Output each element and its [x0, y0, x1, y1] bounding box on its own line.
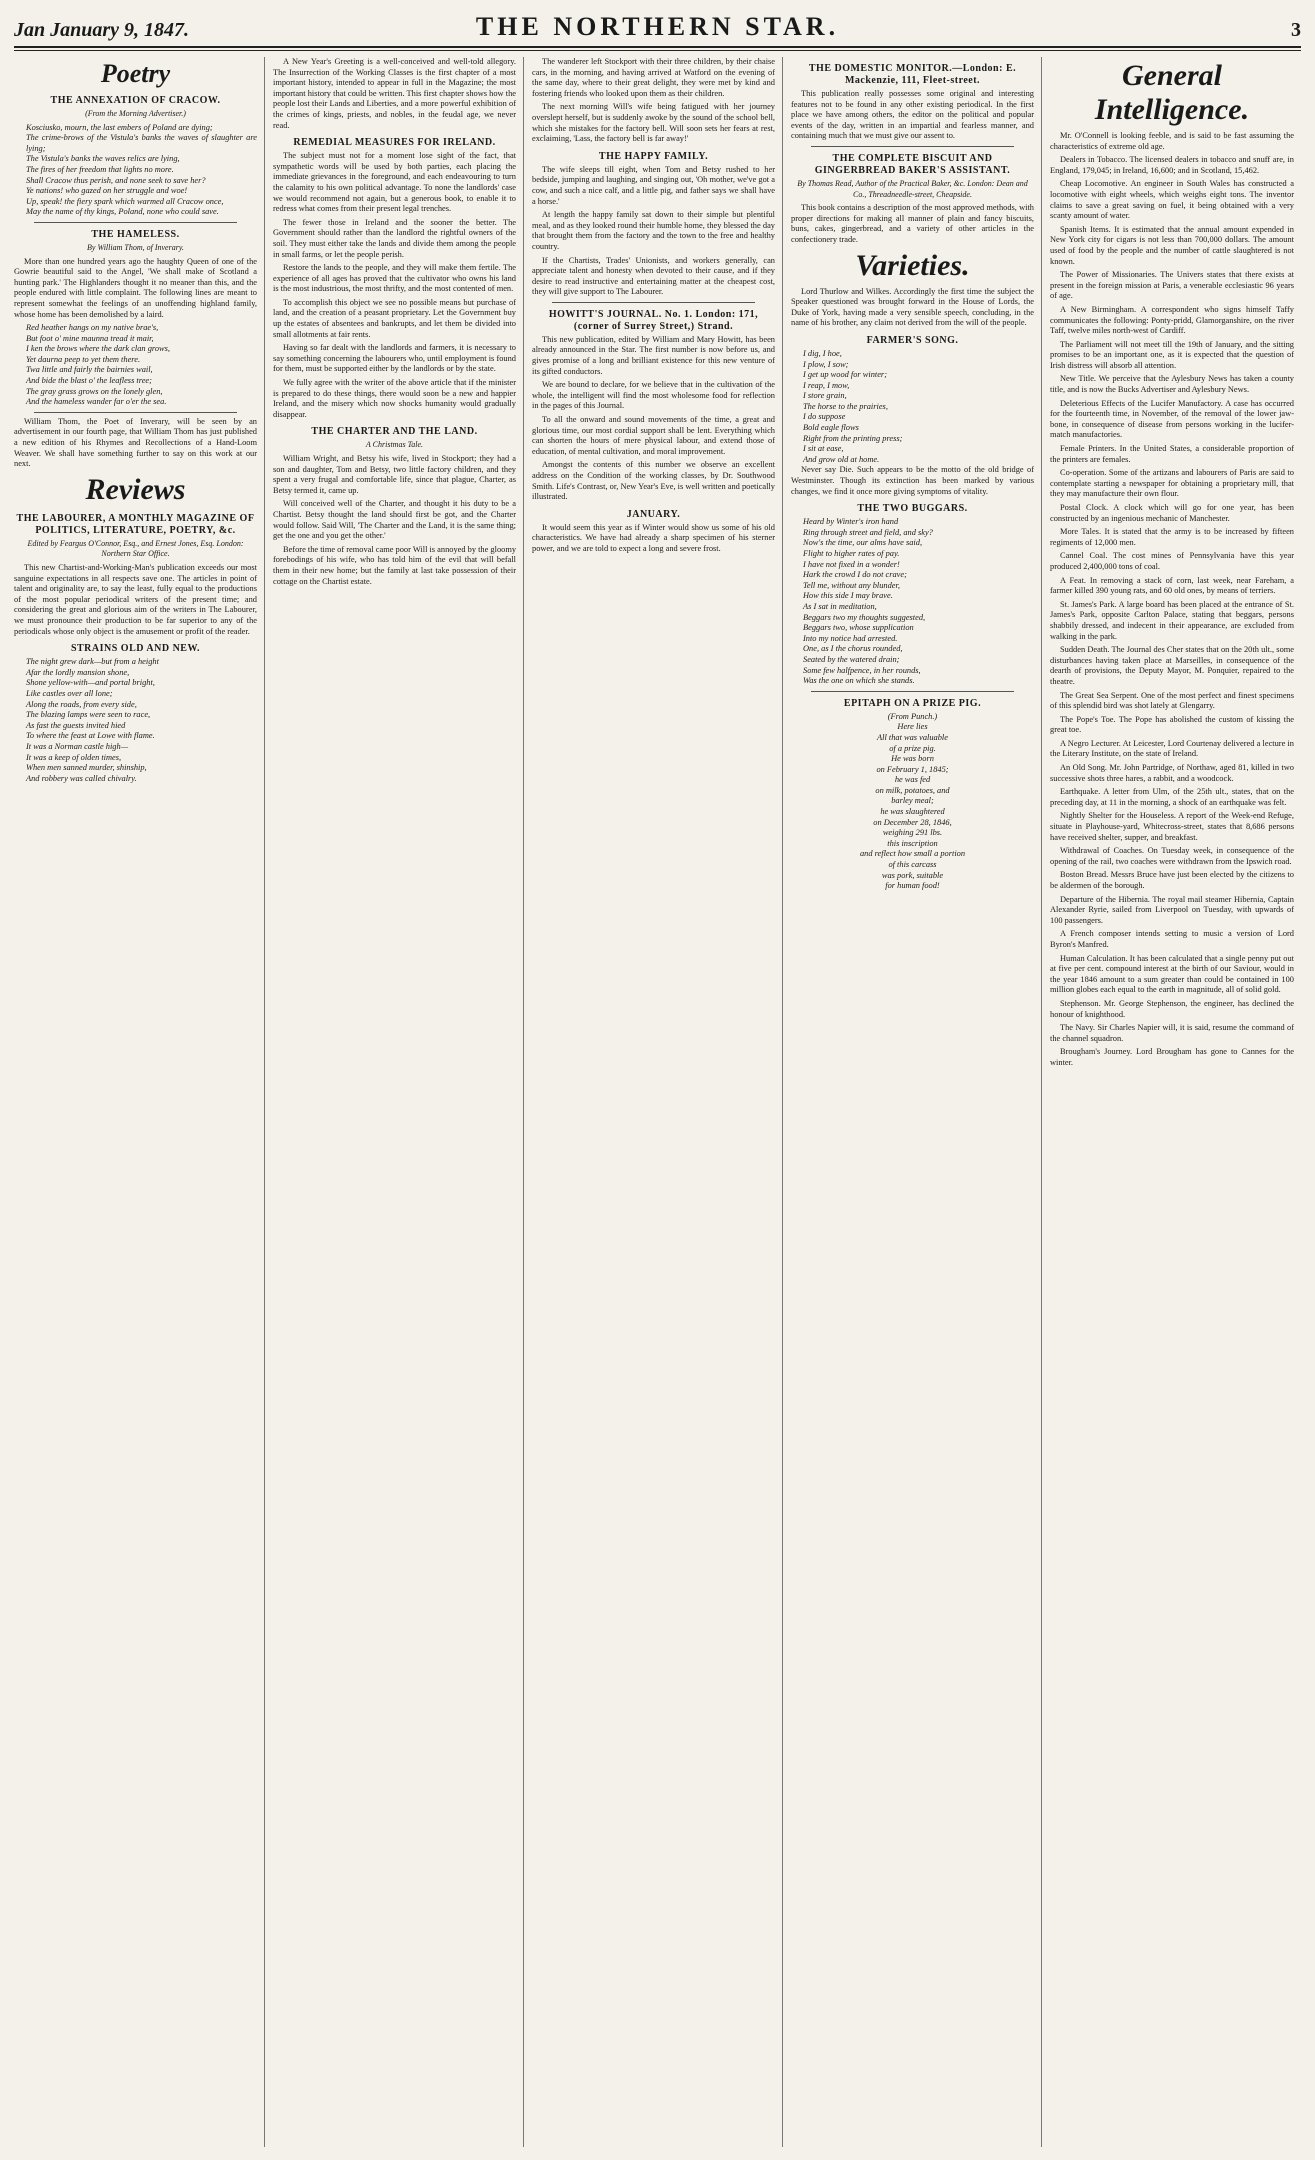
news-item: More Tales. It is stated that the army is to be increased by fifteen regiments of 12,000 men. [1050, 527, 1294, 547]
story-body [273, 454, 516, 587]
paragraph: We are bound to declare, for we believe that in the cultivation of the whole, the intelligent will find the most wholesome food for reflection in the pages of this Journal. [532, 380, 775, 411]
paragraph: The fewer those in Ireland and the sooner the better. The Government should rather than the landlord the rightful owners of the soil. They must either take the lands and divide them among the people in small farms, or let the people perish. [273, 217, 516, 259]
section-title-varieties: Varieties. [855, 248, 970, 282]
news-item: Deleterious Effects of the Lucifer Manufactory. A case has occurred for the fourteenth time, in November, of the removal of the lower jaw-bone, in consequence of disease from persons working in the lucifer-match manufactories. [1050, 398, 1294, 440]
poem-verse [14, 323, 257, 408]
epitaph-line: weighing 291 lbs. [882, 828, 943, 838]
verse-line: I do suppose [803, 412, 846, 422]
epitaph-text [791, 712, 1034, 892]
news-item: Sudden Death. The Journal des Cher states that on the 20th ult., some disturbances having taken place at Marseilles, in consequence of the dearth of provisions, the Deputy Mayor, M. Ponquier, repaired to the theatre. [1050, 645, 1294, 686]
verse-line: The crime-brows of the Vistula's banks the waves of slaughter are lying; [26, 133, 257, 153]
news-item: Nightly Shelter for the Houseless. A report of the Week-end Refuge, situate in Playhouse-yard, Whitecross-street, states that 8,686 persons have received shelter, supper, and breakfast. [1050, 811, 1294, 842]
column-5 [1050, 57, 1301, 2147]
verse-line: How this side I may brave. [803, 591, 893, 601]
paragraph: William Wright, and Betsy his wife, lived in Stockport; they had a son and daughter, Tom and Betsy, two little factory children, and they spent a very frugal and comfortable life, since that plague, Charter, as Betsy termed it, came up. [273, 454, 516, 495]
verse-line: The horse to the prairies, [803, 401, 888, 411]
paragraph: To all the onward and sound movements of the time, a great and glorious time, our most cordial support shall be lent. Everything which can shorten the hours of mere physical labour, and extend those of education, of mental cultivation, and moral improvement. [532, 415, 775, 456]
masthead-rule [14, 50, 1301, 51]
review-title: THE COMPLETE BISCUIT AND GINGERBREAD BAKER'S ASSISTANT. [814, 152, 1011, 176]
variety-item: Lord Thurlow and Wilkes. Accordingly the first time the subject the Speaker questioned was brought forward in the House of Lords, the Duke of York, having made a very sensible speech, concluding, in the name of his brother, any claim not derived from the will of the people. [791, 286, 1034, 328]
news-item: New Title. We perceive that the Aylesbury News has taken a county title, and is now the Bucks Advertiser and Aylesbury News. [1050, 374, 1294, 395]
page-number: 3 [1291, 19, 1301, 41]
poem-title: THE ANNEXATION OF CRACOW. [50, 95, 221, 106]
verse-line: The night grew dark—but from a height [26, 657, 159, 667]
verse-line: Shone yellow-with—and portal bright, [26, 678, 155, 688]
epitaph-line: he was slaughtered [880, 807, 945, 817]
verse-line: May the name of thy kings, Poland, none who could save. [26, 207, 219, 217]
epitaph-title: EPITAPH ON A PRIZE PIG. [843, 697, 982, 709]
verse-line: The gray grass grows on the lonely glen, [26, 386, 163, 396]
paragraph: Having so far dealt with the landlords and farmers, it is necessary to say something concerning the labourers who, until employment is found for them, must be supported either by the landlords or by the state. [273, 343, 516, 374]
verse-line: And grow old at home. [803, 454, 880, 464]
poem-verse [14, 123, 257, 218]
poem-verse [791, 517, 1034, 687]
verse-line: Bold eagle flows [803, 423, 859, 433]
verse-line: Yet daurna peep to yet them there. [26, 354, 141, 364]
news-item: Co-operation. Some of the artizans and labourers of Paris are said to contemplate starting a newspaper for obtaining a proprietary mill, that they may manufacture their own flour. [1050, 468, 1294, 499]
epitaph-line: for human food! [885, 881, 940, 891]
epitaph-line: All that was valuable [877, 732, 948, 742]
verse-line: The Vistula's banks the waves relics are lying, [26, 154, 180, 164]
verse-line: Along the roads, from every side, [26, 699, 137, 709]
verse-line: As fast the guests invited hied [26, 720, 126, 730]
news-item: The Navy. Sir Charles Napier will, it is said, resume the command of the channel squadron. [1050, 1023, 1294, 1043]
paragraph: We fully agree with the writer of the above article that if the minister is prepared to do these things, there would soon be a new and happier Ireland, and the misery which now shocks humanity would gradually disappear. [273, 378, 516, 419]
news-item: Postal Clock. A clock which will go for one year, has been constructed by an ingenious mechanic of Manchester. [1050, 503, 1294, 523]
epitaph-line: on milk, potatoes, and [875, 785, 950, 795]
verse-line: But foot o' mine maunna tread it mair, [26, 333, 154, 343]
column-4 [791, 57, 1042, 2147]
paragraph: The wife sleeps till eight, when Tom and Betsy rushed to her bedside, jumping and laughing, and singing out, 'Oh mother, we've got a cow, and such a nice calf, and a little pig, and father says we shall have a horse.' [532, 164, 775, 206]
poem-verse [14, 657, 257, 784]
variety-item: Never say Die. Such appears to be the motto of the old bridge of Westminster. Though its extinction has been marked by various changes, we find it once more giving symptoms of vitality. [791, 465, 1034, 496]
paragraph: Restore the lands to the people, and they will make them fertile. The experience of all ages has proved that the cultivator who owns his land is the most industrious, the most thrifty, and the most contented of men. [273, 263, 516, 294]
review-body: This new Chartist-and-Working-Man's publication exceeds our most sanguine expectations in all respects save one. The articles in point of talent and originality are, to say the least, fully equal to the productions of the most popular periodical writers of the present time; and considering the great and glorious aim of the writers in The Labourer, we must pronounce their production to be far superior to any of the periodicals whose only object is the amusement or profit of the reader. [14, 563, 257, 636]
intro-paragraph: A New Year's Greeting is a well-conceived and well-told allegory. The Insurrection of the Working Classes is the first chapter of a most important history, intended to appear in full in the Magazine; the most important history that could be written. This first chapter shows how the people lost their Lands and Liberties, and a more powerful exhibition of the crimes of kings, priests, and nobles, in the feudal age, we never read. [273, 57, 516, 130]
poem-source: (From the Morning Advertiser.) [85, 109, 186, 118]
verse-line: I have not fixed in a wonder! [803, 559, 900, 569]
paragraph: Amongst the contents of this number we observe an excellent address on the Condition of the working classes, by Dr. Southwood Smith. Life's Contrast, or, New Year's Eve, is well written and poetically illustrated. [532, 460, 775, 502]
epitaph-line: this inscription [887, 838, 938, 848]
verse-line: Seated by the watered drain; [803, 654, 900, 664]
paragraph: To accomplish this object we see no possible means but purchase of land, and the creation of a peasant proprietary. Let the Government buy up the estates of absentees and bankrupts, and let them be divided into small allotments at fair rents. [273, 297, 516, 339]
verse-line: Ye nations! who gazed on her struggle and woe! [26, 186, 188, 196]
news-item: A Feat. In removing a stack of corn, last week, near Fareham, a farmer killed 390 young rats, and 60 old ones, by means of terriers. [1050, 575, 1294, 596]
verse-line: Beggars two my thoughts suggested, [803, 612, 926, 622]
verse-line: Ring through street and field, and sky? [803, 527, 933, 537]
paragraph: Will conceived well of the Charter, and thought it his duty to be a Chartist. Betsy thought the land should first be got, and the Charter would follow. Said Will, 'The Charter and the Land, it is the same thing; get the one and you get the other.' [273, 499, 516, 541]
verse-line: When men sanned murder, shinship, [26, 763, 147, 773]
verse-line: Up, speak! the fiery spark which warmed all Cracow once, [26, 196, 224, 206]
epitaph-line: (From Punch.) [887, 711, 938, 721]
article-body [273, 151, 516, 420]
verse-line: Flight to higher rates of pay. [803, 549, 900, 558]
verse-line: Twa little and fairly the bairnies wail, [26, 365, 153, 375]
news-item: An Old Song. Mr. John Partridge, of Northaw, aged 81, killed in two successive shots three hares, a rabbit, and a woodcock. [1050, 763, 1294, 783]
column-2 [273, 57, 524, 2147]
paragraph: The subject must not for a moment lose sight of the fact, that sympathetic words will be used by both parties, each placing the immediate grievances in the foreground, and each endeavouring to turn the calamity to his own political advantage. To none the landlords' case we would recommend not again, but a generous book, to enable it to redress what comes from their present legal trenches. [273, 151, 516, 214]
news-item: Brougham's Journey. Lord Brougham has gone to Cannes for the winter. [1050, 1047, 1294, 1067]
news-item: St. James's Park. A large board has been placed at the entrance of St. James's Park, opposite Carlton Palace, stating that beggars, persons shabbily dressed, and indecent in their appearance, are excluded from walking in the park. [1050, 599, 1294, 641]
review-body: This book contains a description of the most approved methods, with proper directions for making all manner of plain and fancy biscuits, buns, cakes, gingerbread, and a variety of other articles in the confectionery trade. [791, 203, 1034, 244]
epitaph-line: on December 28, 1846, [873, 817, 952, 827]
news-item: The Power of Missionaries. The Univers states that there exists at present in the foreign mission at Paris, a venerable ecclesiastic 96 years of age. [1050, 270, 1294, 301]
section-title-general: General Intelligence. [1094, 59, 1250, 126]
verse-line: The blazing lamps were seen to race, [26, 710, 151, 720]
divider [34, 412, 237, 413]
verse-line: Into my notice had arrested. [803, 633, 898, 643]
story-body [532, 165, 775, 298]
news-item: The Parliament will not meet till the 19th of January, and the sitting promises to be an important one, as it is expected that the question of Irish distress will absorb all attention. [1050, 339, 1294, 370]
verse-line: I sit at ease, [803, 444, 844, 454]
paragraph: Before the time of removal came poor Will is annoyed by the gloomy forebodings of his wife, who has told him of the evil that will befall them in their new home; but the family at last take possession of their cottage on the Chartist estate. [273, 544, 517, 586]
verse-line: I get up wood for winter; [803, 370, 887, 380]
verse-line: Beggars two, whose supplication [803, 623, 914, 633]
notice-paragraph: William Thom, the Poet of Inverary, will be seen by an advertisement in our fourth page, that William Thom has just published a new edition of his Rhymes and Recollections of a Hand-Loom Weaver. We shall have something further to say on this work at our next. [14, 416, 257, 469]
news-item: Earthquake. A letter from Ulm, of the 25th ult., states, that on the preceding day, at 11 in the morning, a shock of an earthquake was felt. [1050, 787, 1294, 807]
news-item: Stephenson. Mr. George Stephenson, the engineer, has declined the honour of knighthood. [1050, 998, 1294, 1019]
epitaph-line: was pork, suitable [881, 870, 944, 880]
news-item: A French composer intends setting to music a version of Lord Byron's Manfred. [1050, 929, 1294, 949]
news-item: Cheap Locomotive. An engineer in South Wales has constructed a locomotive with eight wheels, which weighs eight tons. The inventor claims to save a great saving on fuel, it being obtained with a very scanty amount of water. [1050, 179, 1294, 221]
verse-line: One, as I the chorus rounded, [803, 644, 903, 654]
news-item: Mr. O'Connell is looking feeble, and is said to be fast assuming the characteristics of extreme old age. [1050, 131, 1294, 151]
verse-line: Hark the crowd I do not crave; [803, 570, 907, 580]
story-subtitle: A Christmas Tale. [365, 440, 424, 450]
news-item: Boston Bread. Messrs Bruce have just been elected by the citizens to be aldermen of the borough. [1050, 870, 1294, 890]
verse-line: Kosciusko, mourn, the last embers of Poland are dying; [26, 122, 213, 132]
news-item: The Pope's Toe. The Pope has abolished the custom of kissing the great toe. [1050, 714, 1294, 735]
review-title: THE DOMESTIC MONITOR.—London: E. Mackenzie, 111, Fleet-street. [808, 63, 1017, 86]
epitaph-line: of this carcass [888, 860, 937, 870]
poem-author: By William Thom, of Inverary. [87, 242, 184, 252]
divider [811, 691, 1014, 692]
article-body: It would seem this year as if Winter would show us some of his old characteristics. We have had already a sharp specimen of his sterner power, and we are told to expect a long and severe frost. [532, 522, 775, 553]
story-title: THE HAPPY FAMILY. [598, 150, 709, 162]
news-item: Withdrawal of Coaches. On Tuesday week, in consequence of the opening of the rail, two coaches were withdrawn from the Ipswich road. [1050, 846, 1294, 866]
article-title: JANUARY. [626, 508, 681, 520]
verse-line: Tell me, without any blunder, [803, 580, 900, 590]
verse-line: The fires of her freedom that lights no more. [26, 164, 174, 174]
verse-line: Some few halfpence, in her rounds, [803, 665, 921, 675]
issue-date: Jan January 9, 1847. [14, 19, 190, 41]
poem-title: THE TWO BUGGARS. [857, 503, 968, 515]
poem-title: FARMER'S SONG. [866, 334, 959, 346]
epitaph-line: on February 1, 1845; [876, 764, 949, 774]
paragraph: This new publication, edited by William and Mary Howitt, has been already announced in the Star. The first number is now before us, and gives promise of a long and brilliant existence for this new venture of its gifted conductors. [532, 334, 775, 376]
verse-line: It was a Norman castle high— [26, 741, 129, 751]
divider [34, 222, 237, 223]
column-3 [532, 57, 783, 2147]
verse-line: It was a keep of olden times, [26, 752, 122, 762]
verse-line: I dig, I hoe, [803, 348, 842, 358]
divider [811, 146, 1014, 147]
verse-line: Like castles over all lone; [26, 688, 113, 698]
epitaph-line: of a prize pig. [889, 743, 936, 753]
news-item: The Great Sea Serpent. One of the most perfect and finest specimens of this splendid bird was shot lately at Glengarry. [1050, 690, 1294, 711]
news-item: Spanish Items. It is estimated that the annual amount expended in New York city for cigars is not less than 700,000 dollars. The amount used of food by the people and the number of cattle slaughtered is not known. [1050, 224, 1294, 266]
columns [14, 57, 1301, 2147]
section-title-poetry: Poetry [100, 59, 171, 88]
verse-line: I reap, I mow, [803, 380, 850, 390]
verse-line: Was the one on which she stands. [803, 676, 915, 686]
verse-line: And bide the blast o' the leafless tree; [26, 376, 152, 386]
news-item: Cannel Coal. The cost mines of Pennsylvania have this year produced 2,400,000 tons of coal. [1050, 551, 1294, 571]
news-item: Dealers in Tobacco. The licensed dealers in tobacco and snuff are, in England, 179,045; in Ireland, 16,600; and in Scotland, 15,462. [1050, 155, 1294, 175]
verse-line: Right from the printing press; [803, 433, 903, 443]
verse-line: Shall Cracow thus perish, and none seek to save her? [26, 175, 206, 185]
review-title: THE LABOURER, A MONTHLY MAGAZINE OF POLITICS, LITERATURE, POETRY, &c. [16, 512, 255, 536]
verse-line: And robbery was called chivalry. [26, 773, 137, 783]
poem-intro: More than one hundred years ago the haughty Queen of one of the Gowrie beautiful said to the Angel, 'We shall make of Scotland a hunting park.' The Highlanders thought it no meaner than this, and the people endured with little complaint. The following lines are meant to represent somewhat the feelings of an unoffending highland family, whose home has been demolished by a laird. [14, 256, 257, 319]
review-body [532, 335, 775, 503]
epitaph-line: Here lies [897, 722, 928, 732]
news-item: A New Birmingham. A correspondent who signs himself Taffy communicates the following: Ponty-pridd, Glamorganshire, on the river Taff, twelve miles north-west of Cardiff. [1050, 304, 1294, 336]
epitaph-line: he was fed [894, 775, 931, 785]
paragraph: If the Chartists, Trades' Unionists, and workers generally, can appreciate talent and honesty when devoted to their cause, and if they desire to read instructive and entertaining matter at the cheapest cost, they will give support to The Labourer. [532, 255, 775, 297]
verse-line: I plow, I sow; [803, 359, 849, 369]
review-title: HOWITT'S JOURNAL. No. 1. London: 171, (corner of Surrey Street,) Strand. [548, 308, 759, 332]
epitaph-line: barley meal; [891, 796, 934, 806]
news-item: Human Calculation. It has been calculated that a single penny put out at five per cent. compound interest at the birth of our Saviour, would in the year 1846 amount to a sum greater than could be contained in 100 million globes each equal to the earth in magnitude, all of solid gold. [1050, 953, 1294, 995]
verse-line: I store grain, [803, 391, 847, 401]
verse-line: I ken the brows where the dark clan grows, [26, 344, 170, 354]
poem-title: STRAINS OLD AND NEW. [70, 643, 201, 655]
review-source: Edited by Feargus O'Connor, Esq., and Ernest Jones, Esq. London: Northern Star Office. [27, 538, 244, 559]
verse-line: As I sat in meditation, [803, 601, 877, 611]
divider [552, 302, 755, 303]
paragraph: The next morning Will's wife being fatigued with her journey overslept herself, but is suddenly awoke by the sound of the school bell, which she mistakes for the factory bell. Will soon sets her fears at rest, exclaiming, 'Lass, the factory bell is far away!' [532, 102, 775, 144]
article-title: REMEDIAL MEASURES FOR IRELAND. [293, 137, 496, 149]
review-source: By Thomas Read, Author of the Practical Baker, &c. London: Dean and Co., Threadneedle-street, Cheapside. [797, 178, 1028, 199]
verse-line: Red heather hangs on my native brae's, [26, 323, 159, 333]
poem-verse [791, 349, 1034, 466]
news-item: A Negro Lecturer. At Leicester, Lord Courtenay delivered a lecture in the Literary Institute, on the state of Ireland. [1050, 738, 1294, 759]
paragraph: The wanderer left Stockport with their three children, by their chaise cars, in the morning, and having arrived at Watford on the evening of the same day, where to their great delight, they were met by kind and fostering friends who looked upon them as their children. [532, 57, 775, 98]
verse-line: And the hameless wander far o'er the sea. [26, 397, 167, 407]
paragraph: At length the happy family sat down to their simple but plentiful meal, and as they looked round their humble home, they blessed the day that brought them from the factory and the town to the free and healthy country. [532, 210, 775, 251]
verse-line: Heard by Winter's iron hand [803, 517, 899, 527]
epitaph-line: He was born [891, 754, 934, 764]
masthead [14, 8, 1301, 48]
newspaper-title: THE NORTHERN STAR. [475, 12, 840, 41]
poem-title: THE HAMELESS. [91, 228, 180, 240]
news-item: Female Printers. In the United States, a considerable proportion of the printers are females. [1050, 444, 1294, 464]
news-items [1050, 131, 1294, 1069]
verse-line: Now's the time, our alms have said, [803, 538, 923, 548]
story-title: THE CHARTER AND THE LAND. [311, 426, 478, 438]
news-item: Departure of the Hibernia. The royal mail steamer Hibernia, Captain Alexander Ryrie, sailed from Liverpool on Tuesday, with upwards of 100 passengers. [1050, 894, 1294, 925]
epitaph-line: and reflect how small a portion [859, 849, 966, 859]
story-continued [532, 57, 775, 145]
verse-line: Afar the lordly mansion shone, [26, 667, 130, 677]
verse-line: To where the feast at Lowe with flame. [26, 731, 155, 741]
review-body: This publication really possesses some original and interesting features not to be found in any other existing periodical. In the first place we have among others, the editor on the political and popular events of the day, written in an impartial and fearless manner, and containing much that we must give our assent to. [791, 89, 1034, 141]
column-1 [14, 57, 265, 2147]
section-title-reviews: Reviews [85, 472, 186, 506]
